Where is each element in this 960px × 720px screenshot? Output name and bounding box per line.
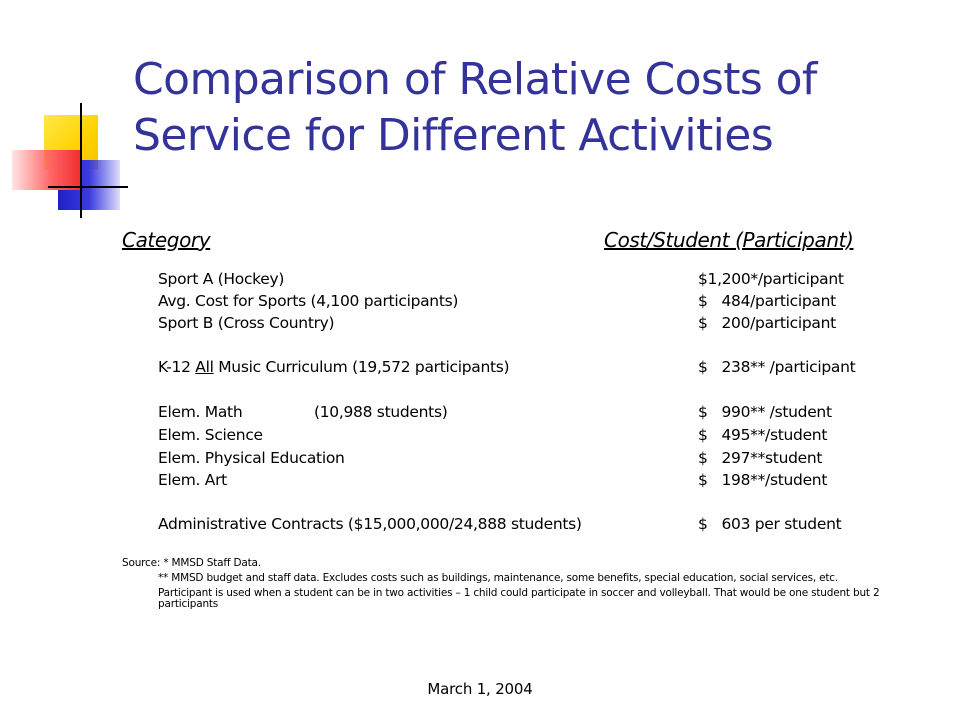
table-row <box>158 358 898 382</box>
source-line-4: participants <box>158 598 219 610</box>
row-cost: $ 297**student <box>698 449 823 467</box>
table-row <box>158 449 898 473</box>
row-label <box>158 358 509 376</box>
row-label-underlined: All <box>195 358 214 376</box>
table-row <box>158 403 898 427</box>
slide-title <box>133 52 933 164</box>
row-sublabel: (10,988 students) <box>314 403 448 421</box>
row-label: Elem. Physical Education <box>158 449 345 467</box>
table-row <box>158 292 898 316</box>
header-cost: Cost/Student (Participant) <box>604 228 854 252</box>
row-cost: $ 238** /participant <box>698 358 856 376</box>
table-row <box>158 270 898 294</box>
row-label: Sport A (Hockey) <box>158 270 285 288</box>
table-row <box>158 426 898 450</box>
row-label: Elem. Science <box>158 426 263 444</box>
row-label: Administrative Contracts ($15,000,000/24,888 students) <box>158 515 582 533</box>
row-cost: $ 990** /student <box>698 403 832 421</box>
source-line-2: ** MMSD budget and staff data. Excludes costs such as buildings, maintenance, some benefits, special education, social services, etc. <box>158 572 839 584</box>
red-square-shape <box>12 150 80 190</box>
row-label-post: Music Curriculum (19,572 participants) <box>213 358 510 376</box>
row-cost: $ 603 per student <box>698 515 842 533</box>
row-cost: $ 484/participant <box>698 292 836 310</box>
title-line-1: Comparison of Relative Costs of <box>133 54 817 105</box>
row-cost: $1,200*/participant <box>698 270 844 288</box>
row-cost: $ 495**/student <box>698 426 828 444</box>
slide-date: March 1, 2004 <box>427 680 533 698</box>
decorative-blocks <box>0 0 140 230</box>
table-row <box>158 471 898 495</box>
title-line-2: Service for Different Activities <box>133 110 774 161</box>
table-row <box>158 515 898 539</box>
row-cost: $ 198**/student <box>698 471 828 489</box>
header-category: Category <box>122 228 211 252</box>
row-label: Avg. Cost for Sports (4,100 participants) <box>158 292 459 310</box>
row-label: Elem. Math <box>158 403 243 421</box>
row-label: Sport B (Cross Country) <box>158 314 335 332</box>
horizontal-line-shape <box>48 186 128 188</box>
row-label: Elem. Art <box>158 471 227 489</box>
source-line-1: Source: * MMSD Staff Data. <box>122 557 261 569</box>
source-line-3: Participant is used when a student can be in two activities – 1 child could participate in soccer and volleyball. That would be one student but 2 <box>158 587 880 599</box>
table-row <box>158 314 898 338</box>
vertical-line-shape <box>80 103 82 218</box>
row-cost: $ 200/participant <box>698 314 836 332</box>
row-label-pre: K-12 <box>158 358 196 376</box>
